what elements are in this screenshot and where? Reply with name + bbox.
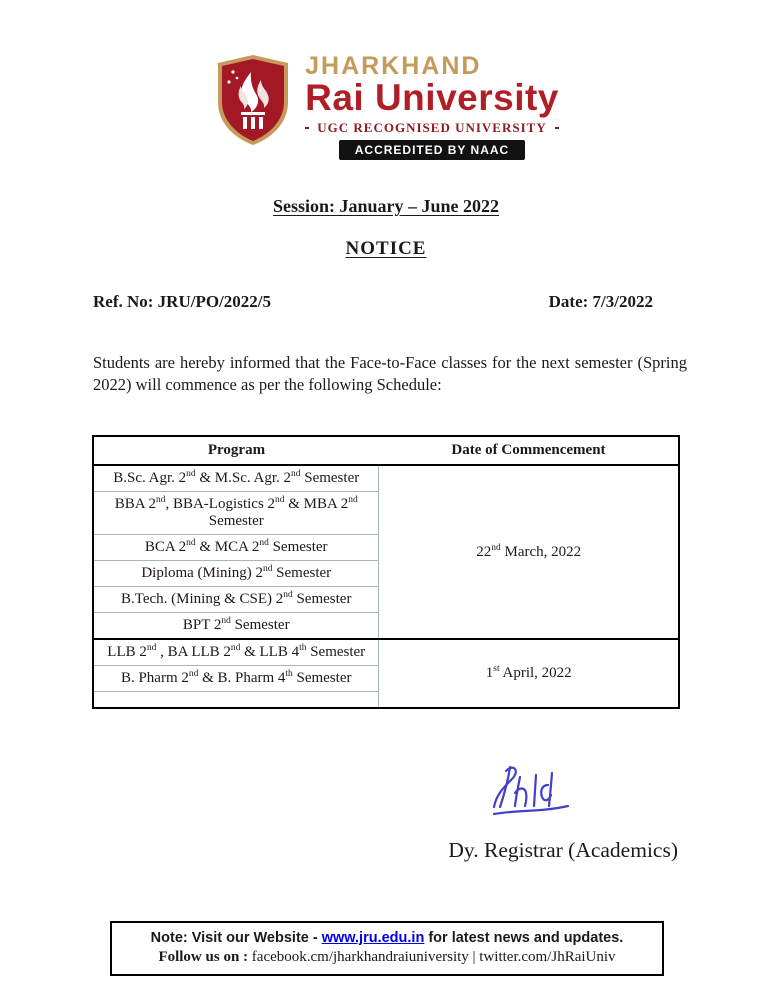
date-cell: 22nd March, 2022 bbox=[379, 465, 679, 639]
issue-date: Date: 7/3/2022 bbox=[548, 291, 653, 311]
date-cell: 1st April, 2022 bbox=[379, 639, 679, 708]
program-cell: LLB 2nd , BA LLB 2nd & LLB 4th Semester bbox=[93, 639, 379, 666]
table-header-date: Date of Commencement bbox=[379, 436, 679, 465]
footer-note-prefix: Note: Visit our Website - bbox=[150, 930, 322, 946]
ref-row bbox=[93, 292, 653, 312]
program-cell: B. Pharm 2nd & B. Pharm 4th Semester bbox=[93, 666, 379, 692]
table-header-program: Program bbox=[93, 436, 379, 465]
footer-follow-label: Follow us on bbox=[158, 949, 240, 965]
brand-jharkhand: JHARKHAND bbox=[305, 52, 482, 80]
program-cell: B.Tech. (Mining & CSE) 2nd Semester bbox=[93, 587, 379, 613]
registrar-title: Dy. Registrar (Academics) bbox=[448, 837, 678, 862]
schedule-table bbox=[92, 435, 680, 709]
program-cell: B.Sc. Agr. 2nd & M.Sc. Agr. 2nd Semester bbox=[93, 465, 379, 492]
footer-follow-text: facebook.cm/jharkhandraiuniversity | twitter.com/JhRaiUniv bbox=[251, 949, 616, 965]
footer-follow-sep: : bbox=[239, 949, 252, 965]
program-cell: BPT 2nd Semester bbox=[93, 613, 379, 640]
footer-note bbox=[116, 930, 658, 946]
tagline-rule-right bbox=[555, 127, 559, 129]
table-row bbox=[93, 465, 679, 492]
footer-follow bbox=[116, 949, 658, 966]
footer-note-suffix: for latest news and updates. bbox=[424, 930, 624, 946]
program-cell: BCA 2nd & MCA 2nd Semester bbox=[93, 535, 379, 561]
program-cell: Diploma (Mining) 2nd Semester bbox=[93, 561, 379, 587]
shield-icon bbox=[213, 54, 293, 146]
footer-box bbox=[110, 921, 664, 976]
website-link[interactable]: www.jru.edu.in bbox=[321, 930, 425, 946]
signature-scribble-icon bbox=[0, 761, 685, 828]
naac-badge: ACCREDITED BY NAAC bbox=[339, 140, 525, 160]
notice-title: NOTICE bbox=[345, 237, 427, 259]
tagline-row bbox=[305, 120, 559, 136]
brand-rai-university: Rai University bbox=[305, 77, 559, 118]
tagline-rule-left bbox=[305, 127, 309, 129]
university-logo bbox=[0, 0, 772, 160]
table-header-row bbox=[93, 436, 679, 465]
tagline: UGC RECOGNISED UNIVERSITY bbox=[317, 119, 547, 135]
ref-no: Ref. No: JRU/PO/2022/5 bbox=[93, 291, 272, 311]
intro-paragraph: Students are hereby informed that the Face-to-Face classes for the next semester (Spring 2022) will commence as per the following Schedule: bbox=[93, 352, 687, 394]
signature-block bbox=[0, 761, 685, 863]
program-cell: BBA 2nd, BBA-Logistics 2nd & MBA 2nd Semester bbox=[93, 492, 379, 535]
empty-cell bbox=[93, 692, 379, 708]
session-title: Session: January – June 2022 bbox=[272, 195, 500, 216]
table-row bbox=[93, 639, 679, 666]
